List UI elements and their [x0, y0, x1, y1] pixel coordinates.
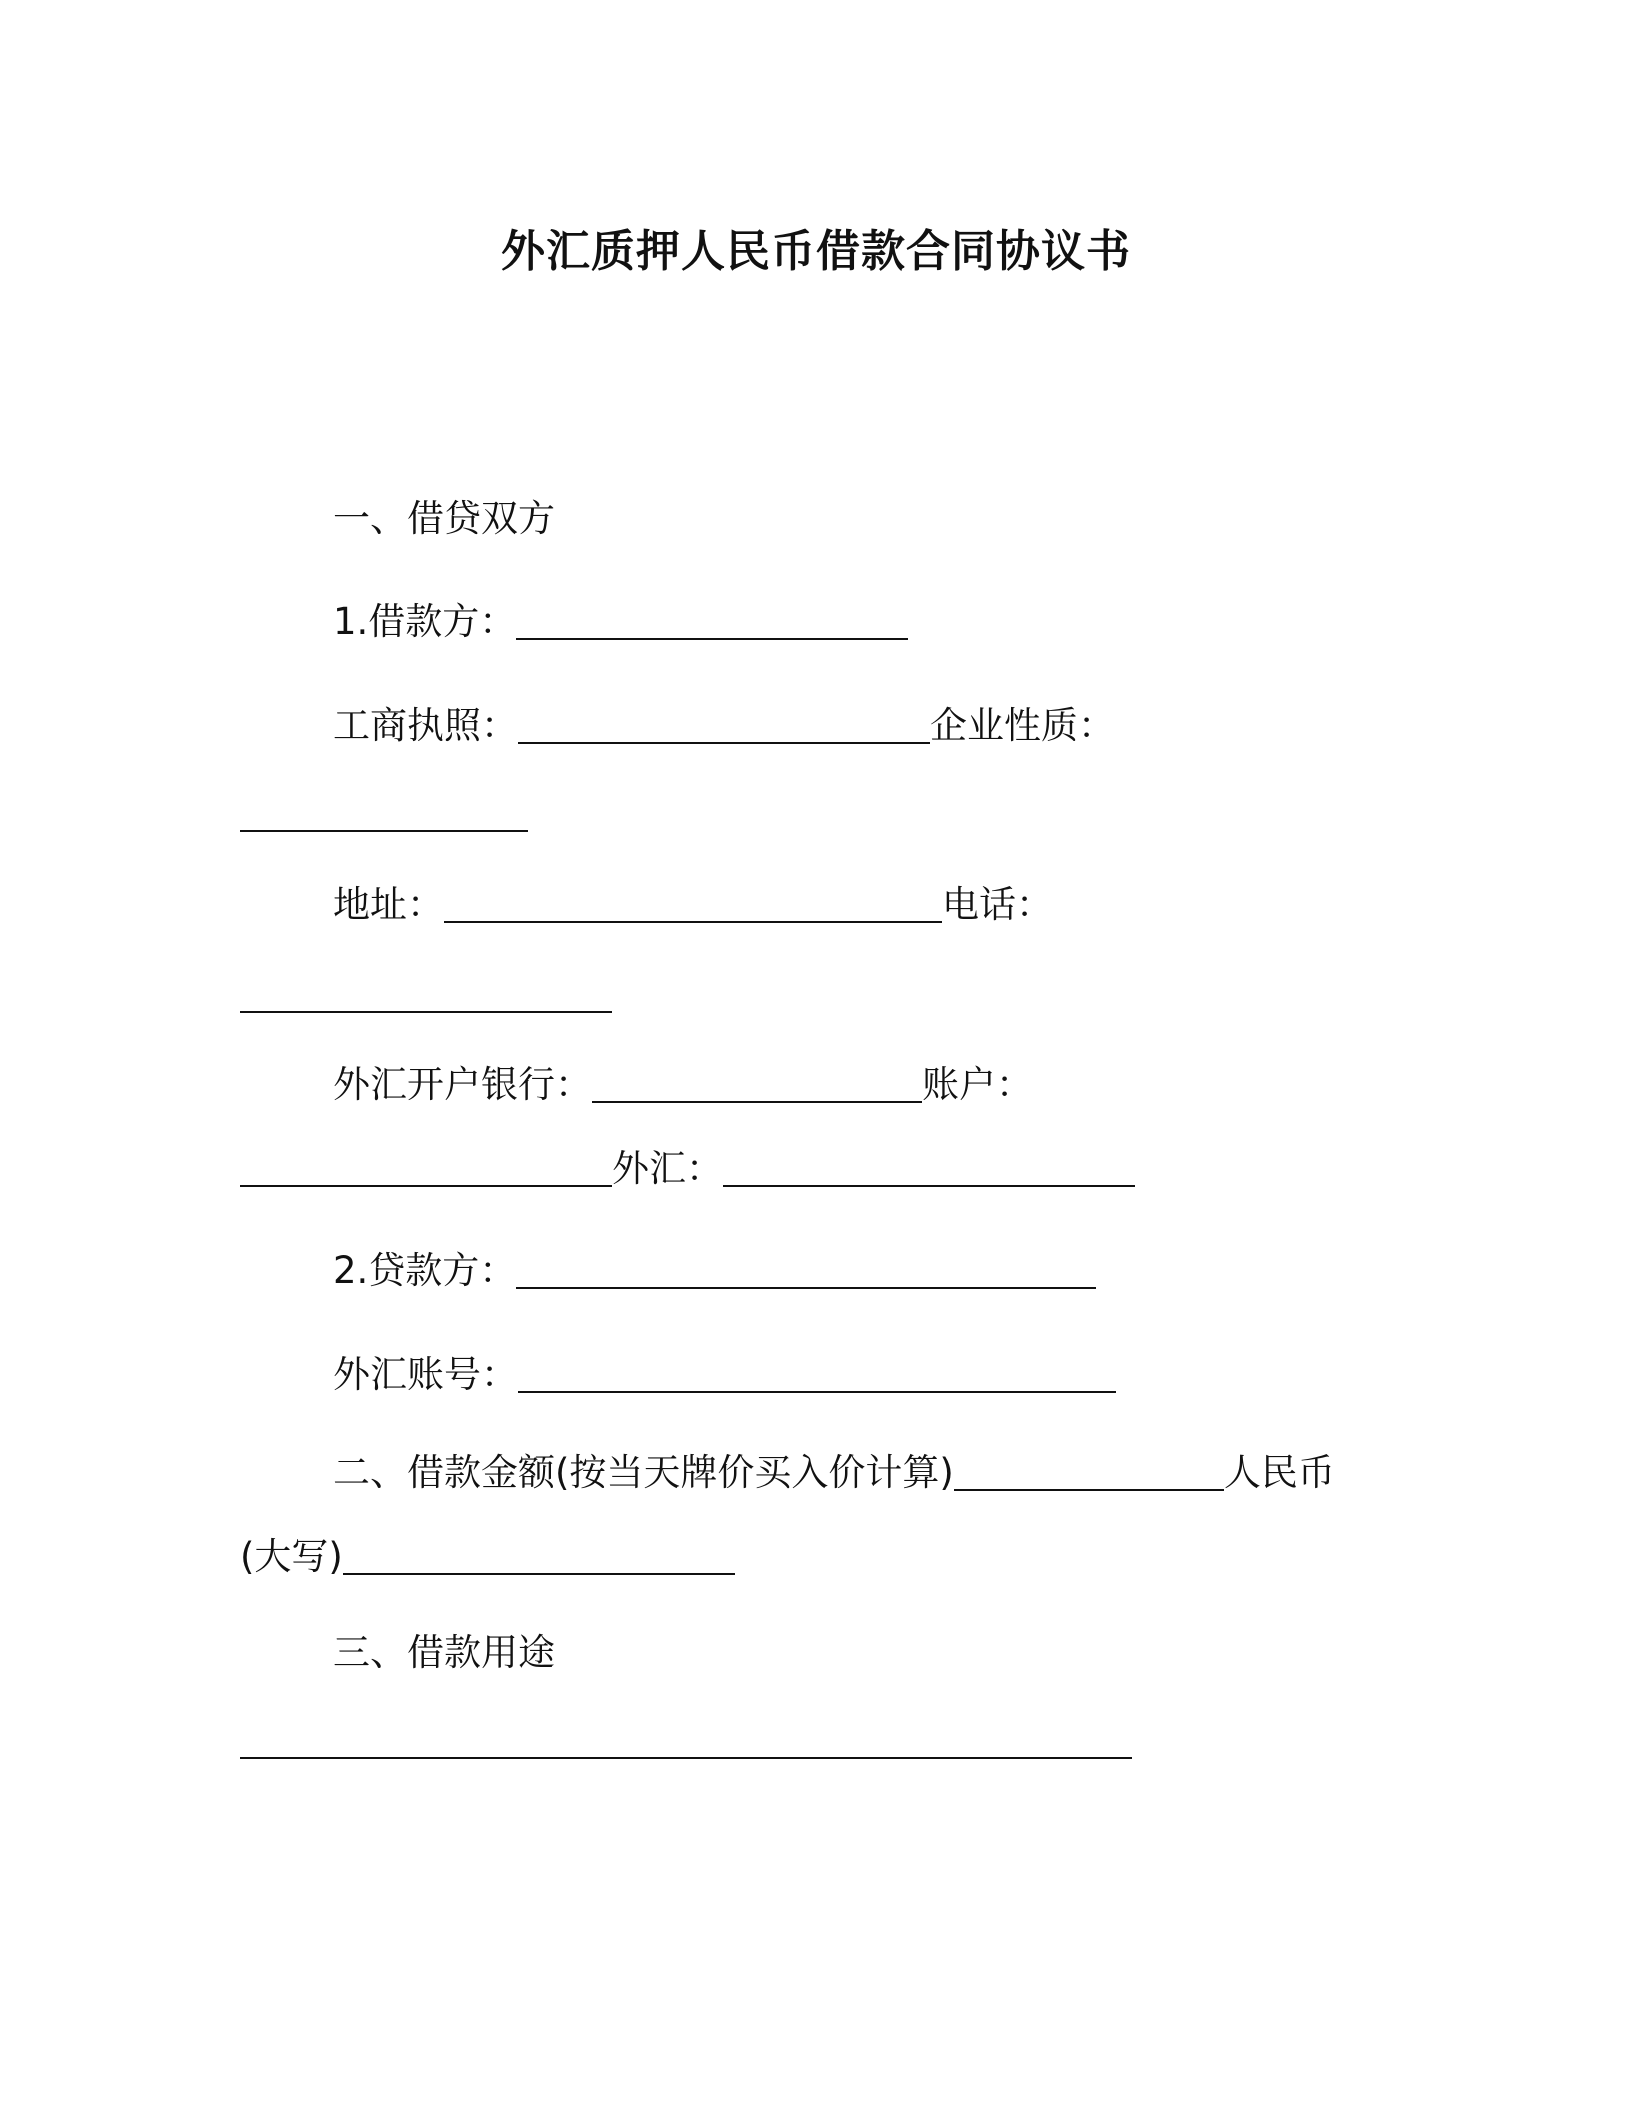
fx-account-blank[interactable] [518, 1353, 1116, 1393]
borrower-line [333, 597, 908, 647]
section-2-heading: 二、借款金额(按当天牌价买入价计算) [333, 1451, 954, 1494]
fx-account-label: 外汇账号： [333, 1353, 518, 1396]
phone-blank[interactable] [240, 973, 612, 1013]
phone-label: 电话： [942, 883, 1053, 926]
section-1-heading [333, 494, 555, 544]
fx-label: 外汇： [612, 1147, 723, 1190]
bank-line [333, 1060, 1033, 1110]
bank-label: 外汇开户银行： [333, 1063, 592, 1106]
address-label: 地址： [333, 883, 444, 926]
section-heading-text: 一、借贷双方 [333, 497, 555, 540]
account-label: 账户： [922, 1063, 1033, 1106]
bank-blank[interactable] [592, 1063, 922, 1103]
borrower-blank[interactable] [516, 600, 908, 640]
section-3-heading [333, 1628, 555, 1678]
lender-blank[interactable] [516, 1249, 1096, 1289]
section-2-line [333, 1448, 1335, 1498]
address-blank[interactable] [444, 883, 942, 923]
license-line [333, 701, 1115, 751]
nature-label: 企业性质： [930, 704, 1115, 747]
account-fx-line [240, 1144, 1135, 1194]
amount-blank[interactable] [954, 1451, 1224, 1491]
lender-label: 2.贷款方： [333, 1249, 517, 1292]
fx-account-line [333, 1350, 1116, 1400]
nature-line [240, 789, 528, 839]
account-blank[interactable] [240, 1147, 612, 1187]
section-heading-text: 三、借款用途 [333, 1631, 555, 1674]
uppercase-line [240, 1532, 735, 1582]
borrower-label: 1.借款方： [333, 600, 517, 643]
nature-blank[interactable] [240, 792, 528, 832]
phone-line [240, 970, 612, 1020]
fx-blank[interactable] [723, 1147, 1135, 1187]
address-line [333, 880, 1053, 930]
rmb-label: 人民币 [1223, 1451, 1335, 1494]
purpose-blank[interactable] [240, 1719, 1132, 1759]
lender-line [333, 1246, 1096, 1296]
license-blank[interactable] [518, 704, 930, 744]
uppercase-label: (大写) [240, 1535, 343, 1578]
purpose-line [240, 1716, 1132, 1766]
document-title: 外汇质押人民币借款合同协议书 [501, 226, 1131, 277]
license-label: 工商执照： [333, 704, 518, 747]
uppercase-blank[interactable] [343, 1535, 735, 1575]
